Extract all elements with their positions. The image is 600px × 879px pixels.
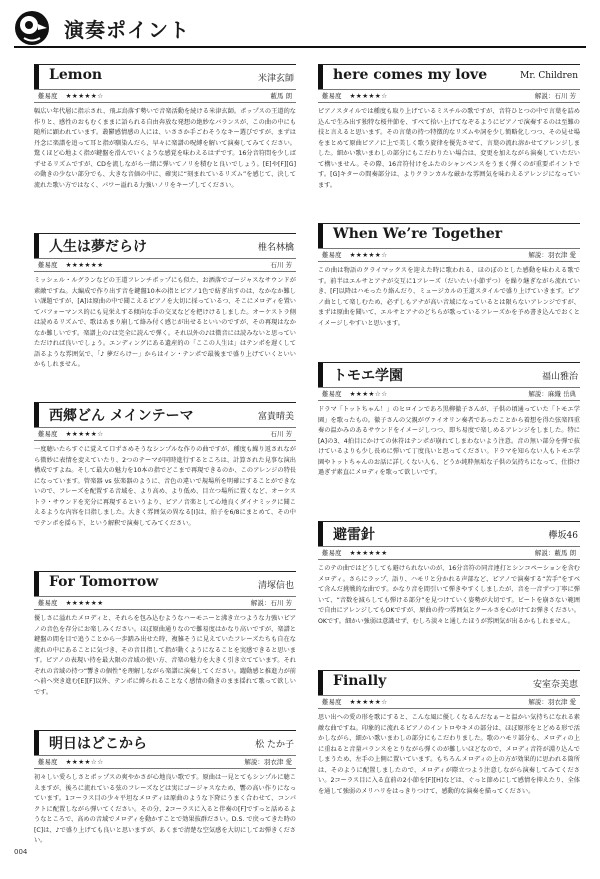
song-hiraishin <box>318 521 580 660</box>
song-description: 優しさに溢れたメロディと、それらを包み込むようなハーモニーと沸き立つような力強いピアノの音色を存分にお楽しみください。ほぼ原曲通りなので難易度はかなり高いですが、楽譜と鍵盤の間を目で追うことから一歩踏み出せた時、複雑そうに見えていたフレーズたちも自在な流れの中にあることに気づき、その音目指して指が動くようになることを実感できると思います。ピアノの表現い持を最大限の音域の使い方、音楽の魅力を大きく引き立てています。それぞれの音域の持つ“響きの個性”を理解しながら楽譜に演奏してください。躍動感と推進力が前へ前へ突き進む[E][F]以外、テンポに縛られることなく感情の動きのまま揺れて歌って欲しいです。 <box>34 615 296 696</box>
song-meta <box>318 695 580 709</box>
song-description: 幅広い年代層に指示され、飛ぶ鳥落す勢いで音楽活動を続ける米津玄師。ポップスの王道的な作りと、感性のおもむくままに語られる自由奔放な発想の絶妙なバランスが、この曲の中にも随所に顕われています。叢鬱感情感の人には、いささか手ごわそうなキー選びですが、まずは丹念に楽譜を追って耳と指が馴染んだら、早々に楽譜の呪縛を解いて演奏してみてください。驚くほど心地よく指が鍵盤を滑んでいくような感覚を味わえるはずです。16分音符問を少しばずせるリズムですが、CDを流しながら一緒に弾いてノリを積むと良いでしょう。[E]や[F][G]の動きの少ない部分でも、大きな音価の中に、確実に“刻まれているリズム”を感じて、決して流れた歌い方ではなく、パワー溢れる力強いノリをキープしてください。 <box>34 108 296 189</box>
song-description: このテの曲ではどうしても避けられないのが、16分音符の同音連打とシンコペーションを含むメロディ。さらにラップ、語り、ハモリと分かれる声部など、ピアノで演奏する“苦手”をすべて含んだ挑戦的な曲です。かなり音を間引いて弾きやすくしましたが、音を一音ずつ丁寧に弾いて、“音数を減らしても弾ける部分”を見つけていく姿勢が大切です。ビートを崩さない範囲で自由にアレンジしてもOKですが、原曲の持つ雰囲気とクールさを心がけてお弾きください。OKです。細かい強弱は意識せず、むしろ淡々と通したほうが雰囲気が出るかもしれません。 <box>318 565 580 625</box>
commentator: 解説：羽衣津 愛 <box>244 758 292 766</box>
song-for-tomorrow <box>34 571 296 720</box>
song-meta <box>34 89 296 103</box>
song-title: Finally <box>333 673 387 689</box>
difficulty-label: 難易度 <box>322 549 342 557</box>
song-title: When We’re Together <box>333 226 503 242</box>
difficulty-stars: ★★★★★☆ <box>349 92 388 100</box>
commentator: 石川 芳 <box>270 430 292 438</box>
difficulty-label: 難易度 <box>38 261 58 269</box>
song-artist: Mr. Children <box>520 71 578 81</box>
song-artist: 清塚信也 <box>257 581 294 591</box>
song-ashita-wa-doko-kara <box>34 730 296 869</box>
song-meta <box>34 755 296 769</box>
difficulty-label: 難易度 <box>322 92 342 100</box>
left-column <box>34 64 296 879</box>
difficulty-stars: ★★★★★☆ <box>65 92 104 100</box>
header-divider <box>14 46 586 48</box>
song-finally <box>318 670 580 839</box>
difficulty-stars: ★★★★★★ <box>349 549 388 557</box>
commentator: 解説：羽衣津 愛 <box>528 251 576 259</box>
song-meta <box>318 89 580 103</box>
difficulty-stars: ★★★★☆☆ <box>65 758 104 766</box>
difficulty-label: 難易度 <box>322 390 342 398</box>
difficulty-stars: ★★★★★★ <box>65 261 104 269</box>
song-lemon <box>34 64 296 223</box>
song-title: トモエ学園 <box>333 368 403 384</box>
commentator: 藪馬 朗 <box>270 92 292 100</box>
song-description: 一度聴いたらすぐに覚えて口ずさめそうなシンプルな作りの曲ですが、種度も繰り返されながら微妙に表情を変えていたり、2つのテーマが同時進行するところは、計算された見事な演出構成ですよね。そして最大の魅力を10本の指でどこまで再現できるのか、このアレンジの特長になっています。管楽器 vs 弦楽器のように、音色の違いで規場所を明確にすることができないので、フレーズを配置する音域を、より高め、より低め、目立つ場所に置くなど、オーケストラ・サウンドを充分に再現するというより、ピアノ音楽として心地良くダイナミックに聞こえるような内容を目指しました。大きく雰囲気の異なる[I]は、拍子を6/8にまとめて、その中でテンポを揺ら下、という解釈で演奏してみてください。 <box>34 446 296 527</box>
song-description: この曲は物語のクライマックスを迎えた時に歌われる、ほのぼのとした感動を味わえる歌です。前半はエルサとアナが交互に1フレーズ（だいたい小節ずつ）を繰り継ぎながら流れていき、[F]以降はハモったり絡んだり、ミュージカルの王道スタイルで盛り上げていきます。ピアノ曲として楽しむため、必ずしもアナが高い音域になっているとは限らないアレンジですが、まずは原曲を聞いて、エルサとアナのどちらが歌っているフレーズかを予め書き込んでおくとイメージしやすいと思います。 <box>318 267 580 327</box>
song-title-row <box>318 362 580 387</box>
song-meta <box>34 258 296 272</box>
song-title: 避雷針 <box>333 527 375 543</box>
difficulty-label: 難易度 <box>38 758 58 766</box>
song-title: Lemon <box>49 67 103 83</box>
song-jinsei-wa-yume-darake <box>34 233 296 392</box>
commentator: 解説：羽衣津 愛 <box>528 698 576 706</box>
song-description: ミッシェル・ルグランなどの王道フレンチポップにも似た、お洒落でゴージャスなサウンドが素敵ですね。大編成で作り出す音を鍵盤10本の指とピアノ1色で紡ぎ出すのは、なかなか難しい課題ですが、[A]は原曲の中で聞こえるピアノを大切に採っているつ、そこにメロディを置いてパフォーマンス的にも見栄えする傾向な手の交叉などを把けけるしました。オーケストラ側は読めるリズムで、歌はあまり崩して絡み付く感じが出せるといいのですが、その再現はなかなか難しいです。楽譜上の♪は完全に読んで弾く。それ以外の♪は微音には読みないと思っていただければ良いでしょう。エンディングにある遺産的の「ここの人生は」はテンポを遅くして語るような雰囲気で、「♪ 夢だらけ～」からはイン・テンポで最後まで盛り上げていくといいかもしれません。 <box>34 277 296 368</box>
song-description: ドラマ「トットちゃん！」のヒロインであろ黒柳徹子さんが、子供の頃通っていた「トモエ学園」を歌ったもの。徹子さんの父親がヴァイオリン奏者であったことから着想を得た弦楽四重奏の温かみのあるサウンドをイメージしつつ、即ち易度で楽しめるアレンジをしました。特に[A]の3、4拍目にかけての休符はテンポが崩れてしまわないよう注意。音の無い部分を弾で抜けているよりも少し長めに弾いて丁度良いと思ってください。ドラマを知らない人もトモエ学園やトットちゃんのお話に詳しくない人も、どうか純粋無垢な子供の気持ちになって、仕掛け過ぎず素直にメロディを歌って欲しいです。 <box>318 406 580 476</box>
difficulty-stars: ★★★★★☆ <box>349 251 388 259</box>
song-title-row <box>318 223 580 248</box>
song-tomoe-gakuen <box>318 362 580 511</box>
song-meta <box>318 546 580 560</box>
bird-logo-icon <box>14 10 50 46</box>
song-title: 明日はどこから <box>49 736 147 752</box>
song-description: 思い出への愛の形を歌にすると、こんな風に優しくなるんだなぁーと温かい気持ちになれる素敵な曲ですね。印象的に流れるピアノのイントロやキメの部分は、ほぼ原形をとどめる形で活かしながら、細かい歌いまわしの部分にもこだわりました。歌のハモリ部分も、メロディの上に重ねると音量バランスをとりながら弾くのが難しいほどなので、メロディ音符が淵り込んでしまうため、左手の上側に置いています。もちろんメロディの上の方が効果的に思われる箇所は、そのように配置しましたので、メロディが際立つよう注意しながら演奏してみてください。2コーラス目に入る直前の2小節を[F][H]などは、ぐっと節めにして感情を抑えたり、全体を通して強弱のメリハリをはっきりつけて、感動的な演奏を描ってください。 <box>318 714 580 795</box>
song-segodon-main-theme <box>34 402 296 561</box>
difficulty-stars: ★★★★★★ <box>65 599 104 607</box>
song-meta <box>318 387 580 401</box>
song-title-row <box>318 64 580 89</box>
song-title: here comes my love <box>333 67 488 83</box>
difficulty-label: 難易度 <box>38 430 58 438</box>
page-header <box>14 8 586 48</box>
song-title-row <box>318 521 580 546</box>
song-here-comes-my-love <box>318 64 580 213</box>
commentator: 解説：石川 芳 <box>250 599 292 607</box>
commentator: 解説：麻織 岳典 <box>528 390 576 398</box>
song-title-row <box>34 233 296 258</box>
song-title-row <box>34 571 296 596</box>
difficulty-stars: ★★★★★☆ <box>349 698 388 706</box>
song-artist: 富貴晴美 <box>257 412 294 422</box>
song-artist: 米津玄師 <box>257 74 294 84</box>
page-number: 004 <box>14 848 28 856</box>
song-meta <box>34 427 296 441</box>
song-artist: 欅坂46 <box>548 531 578 541</box>
difficulty-label: 難易度 <box>38 92 58 100</box>
song-artist: 松 たか子 <box>255 740 294 750</box>
commentator: 解説：石川 芳 <box>534 92 576 100</box>
song-meta <box>34 596 296 610</box>
song-when-were-together <box>318 223 580 352</box>
difficulty-stars: ★★★★★☆ <box>65 430 104 438</box>
song-description: ピアノスタイルでは種度も取り上げているミスチルの歌ですが、音符ひとつの中で言葉を詰め込んで生み出す独特な桜井節を、すべて拾い上げてなぞるようにピアノで演奏するのは至難の技と言えると思います。その言葉の持つ特徴的なリズムや詞を少し簡略化しつつ、その見せ場をまとめて原曲ピアノに上で美しく歌う旋律を優先させて、言葉の流れ溶かせてアレンジしました。細かい歌いまわしの部分にもこだわりたい場合は、変更を加えながら演奏していただいて構いません。その際、16音符付けをふたのシャンペンスをうまく弾くのが重要ポイントです。[G]キターの間奏部分は、よりクランカルな厳かな雰囲気を味わえるアレンジになっています。 <box>318 108 580 189</box>
song-artist: 安室奈美恵 <box>532 680 578 690</box>
page-title: 演奏ポイント <box>64 18 190 42</box>
right-column <box>318 64 580 849</box>
difficulty-stars: ★★★★☆☆ <box>349 390 388 398</box>
song-title: 人生は夢だらけ <box>49 239 147 255</box>
song-title-row <box>34 64 296 89</box>
commentator: 石川 芳 <box>270 261 292 269</box>
difficulty-label: 難易度 <box>38 599 58 607</box>
song-artist: 椎名林檎 <box>257 243 294 253</box>
song-title-row <box>318 670 580 695</box>
commentator: 解説：藪馬 朗 <box>534 549 576 557</box>
difficulty-label: 難易度 <box>322 251 342 259</box>
song-description: 初々しい愛らしさとポップスの爽やかさが心地良い歌です。原曲は一見とてもシンプルに聴こえますが、後ろに流れている弦のフレーズなどは実にゴージャスなため、響の高い作りになっています。1コーラス目の少々平坦なメロディは原曲のような下降にうまく合わせて、コンパクトに配置しながら弾いてください。その分、2コーラスに入ると伴奏の[F]ですっと話めるようなところで、高めの音域でメロディを動かすことで効果抜群ださい。D.S. で戻ってきた時の[C]は、♪で盛り上げても良いと思いますが、あくまで清楚な空気感を大切にしてお弾きください。 <box>34 774 296 844</box>
song-meta <box>318 248 580 262</box>
difficulty-label: 難易度 <box>322 698 342 706</box>
song-title: 西郷どん メインテーマ <box>49 408 194 424</box>
song-title: For Tomorrow <box>49 574 159 590</box>
song-title-row <box>34 730 296 755</box>
song-artist: 福山雅治 <box>541 372 578 382</box>
song-title-row <box>34 402 296 427</box>
